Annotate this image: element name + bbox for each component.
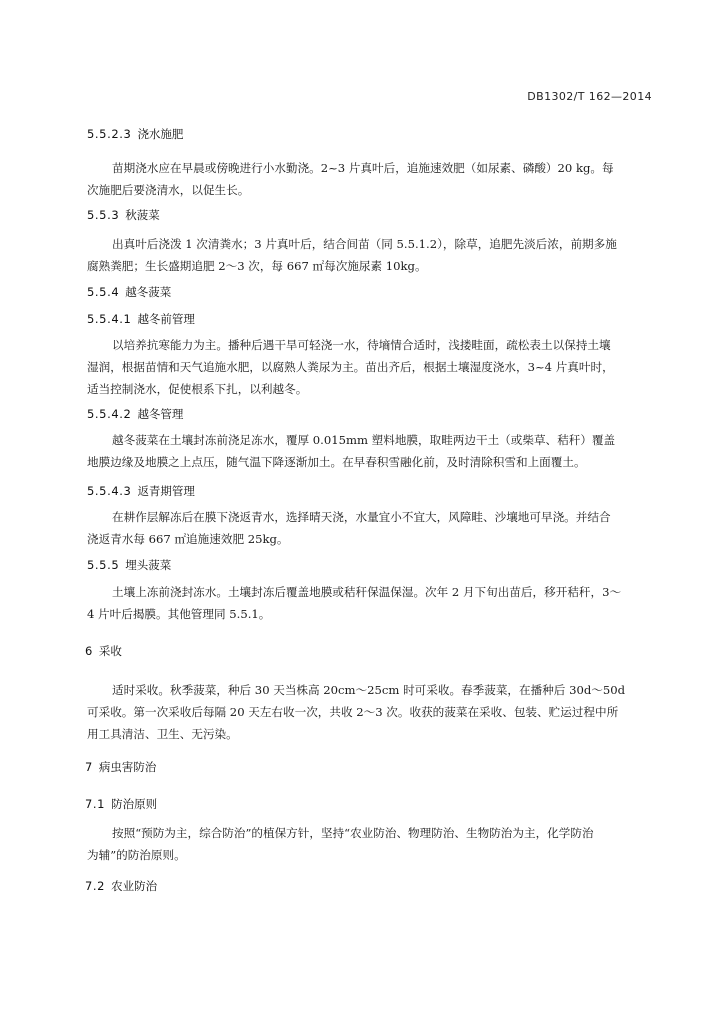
paragraph-line: 土壤上冻前浇封冻水。土壤封冻后覆盖地膜或秸秆保温保湿。次年 2 月下旬出苗后，移开秸秆，3～ (112, 585, 622, 599)
paragraph-5-5-3 (87, 233, 661, 277)
paragraph-line: 地膜边缘及地膜之上点压，随气温下降逐渐加土。在早春积雪融化前，及时清除积雪和上面覆土。 (87, 455, 586, 469)
paragraph-line: 可采收。第一次采收后每隔 20 天左右收一次，共收 2～3 次。收获的菠菜在采收、包装、贮运过程中所 (87, 705, 619, 719)
heading-number: 5.5.4.3 (87, 484, 132, 498)
heading-7-2 (85, 878, 157, 894)
paragraph-line: 以培养抗寒能力为主。播种后遇干旱可轻浇一水，待墒情合适时，浅搂畦面，疏松表土以保持土壤 (112, 338, 611, 352)
heading-7-1 (85, 796, 157, 812)
heading-title: 越冬前管理 (137, 312, 195, 326)
heading-6 (85, 643, 122, 659)
heading-number: 7.2 (85, 879, 106, 893)
heading-title: 埋头菠菜 (125, 558, 172, 572)
heading-5-5-4-1 (87, 311, 195, 327)
paragraph-5-5-4-2 (87, 429, 661, 473)
heading-title: 越冬菠菜 (125, 285, 172, 299)
heading-title: 返青期管理 (137, 484, 195, 498)
paragraph-line: 越冬菠菜在土壤封冻前浇足冻水，覆厚 0.015mm 塑料地膜，取畦两边干土（或柴草、秸秆）覆盖 (112, 433, 616, 447)
heading-number: 5.5.3 (87, 208, 120, 222)
heading-7 (85, 759, 156, 775)
heading-5-5-3 (87, 207, 160, 223)
paragraph-5-5-4-3 (87, 506, 661, 550)
heading-title: 农业防治 (111, 879, 158, 893)
heading-5-5-4 (87, 284, 171, 300)
heading-title: 浇水施肥 (137, 127, 184, 141)
paragraph-line: 出真叶后浇泼 1 次清粪水；3 片真叶后，结合间苗（同 5.5.1.2），除草，追肥先淡后浓，前期多施 (112, 237, 617, 251)
heading-title: 病虫害防治 (98, 760, 157, 774)
heading-5-5-5 (87, 557, 171, 573)
heading-5-5-4-2 (87, 406, 183, 422)
paragraph-line: 适时采收。秋季菠菜，种后 30 天当株高 20cm～25cm 时可采收。春季菠菜，在播种后 30d～50d (112, 683, 626, 697)
paragraph-5-5-4-1 (87, 334, 661, 400)
paragraph-5-5-5 (87, 581, 661, 625)
paragraph-line: 腐熟粪肥；生长盛期追肥 2～3 次，每 667 ㎡每次施尿素 10kg。 (87, 259, 427, 273)
paragraph-line: 4 片叶后揭膜。其他管理同 5.5.1。 (87, 607, 271, 621)
heading-number: 7.1 (85, 797, 106, 811)
paragraph-5-5-2-3 (87, 157, 661, 201)
heading-title: 采收 (98, 644, 122, 658)
paragraph-line: 按照“预防为主，综合防治”的植保方针，坚持“农业防治、物理防治、生物防治为主，化学防治 (112, 826, 594, 840)
heading-number: 5.5.5 (87, 558, 120, 572)
heading-number: 6 (85, 644, 93, 658)
paragraph-line: 适当控制浇水，促使根系下扎，以利越冬。 (87, 382, 308, 396)
document-code: DB1302/T 162—2014 (527, 90, 652, 103)
paragraph-6 (87, 679, 661, 745)
paragraph-line: 湿润，根据苗情和天气追施水肥，以腐熟人粪尿为主。苗出齐后，根据土壤湿度浇水，3~4 片真叶时， (87, 360, 614, 374)
paragraph-line: 苗期浇水应在早晨或傍晚进行小水勤浇。2~3 片真叶后，追施速效肥（如尿素、磷酸）20 kg。每 (112, 161, 614, 175)
heading-number: 5.5.4 (87, 285, 120, 299)
heading-title: 防治原则 (111, 797, 158, 811)
heading-number: 5.5.4.2 (87, 407, 132, 421)
heading-number: 5.5.2.3 (87, 127, 132, 141)
heading-title: 秋菠菜 (125, 208, 160, 222)
paragraph-7-1 (87, 822, 661, 866)
paragraph-line: 浇返青水每 667 ㎡追施速效肥 25kg。 (87, 532, 289, 546)
heading-5-5-2-3 (87, 126, 183, 142)
heading-title: 越冬管理 (137, 407, 184, 421)
heading-number: 7 (85, 760, 93, 774)
paragraph-line: 在耕作层解冻后在膜下浇返青水，选择晴天浇，水量宜小不宜大，风障畦、沙壤地可早浇。并结合 (112, 510, 611, 524)
paragraph-line: 用工具清洁、卫生、无污染。 (87, 727, 238, 741)
paragraph-line: 次施肥后要浇清水，以促生长。 (87, 183, 250, 197)
heading-5-5-4-3 (87, 483, 195, 499)
heading-number: 5.5.4.1 (87, 312, 132, 326)
paragraph-line: 为辅”的防治原则。 (87, 848, 186, 862)
